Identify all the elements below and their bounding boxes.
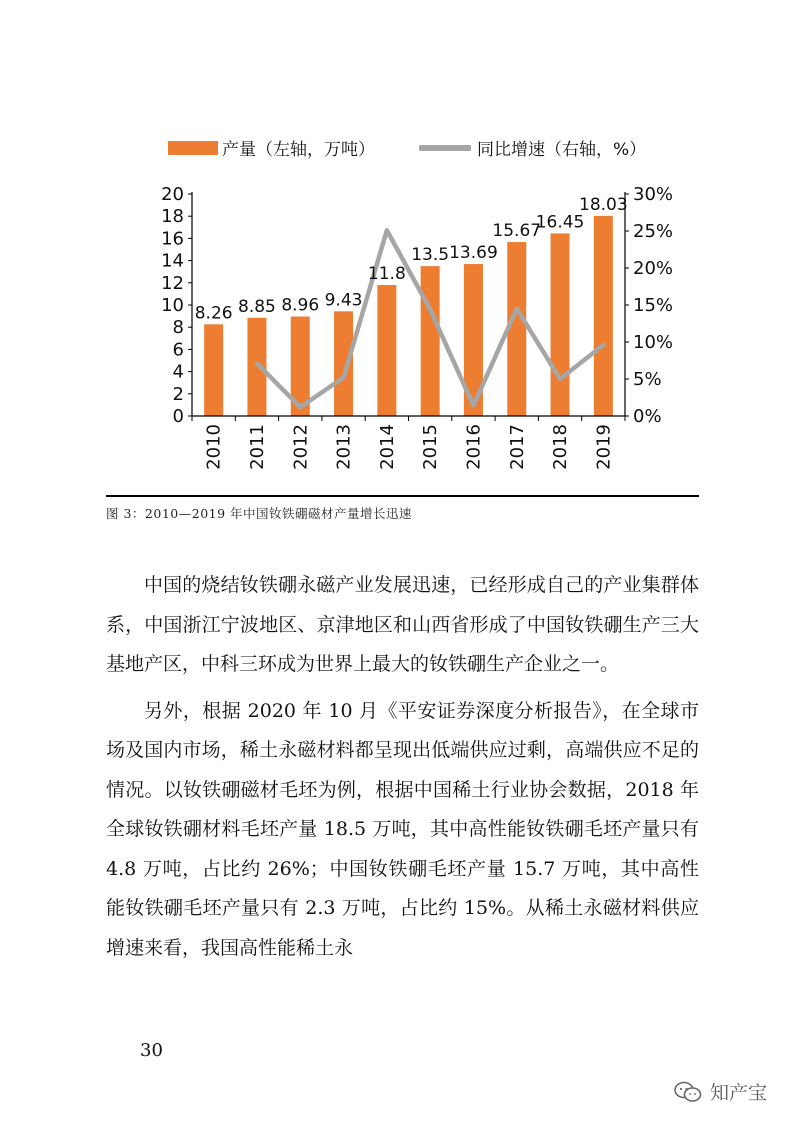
right-tick-label: 30% <box>633 184 674 205</box>
left-tick-label: 4 <box>172 361 184 383</box>
figure-caption: 图 3：2010—2019 年中国钕铁硼磁材产量增长迅速 <box>106 506 413 521</box>
left-tick-label: 14 <box>161 250 184 272</box>
x-tick-label-2017: 2017 <box>506 424 528 470</box>
chart-legend <box>168 135 690 160</box>
left-tick-label: 12 <box>161 272 184 294</box>
production-chart <box>0 0 793 500</box>
paragraph: 中国的烧结钕铁硼永磁产业发展迅速，已经形成自己的产业集群体系，中国浙江宁波地区、京津地区和山西省形成了中国钕铁硼生产三大基地产区，中科三环成为世界上最大的钕铁硼生产企业之一。 <box>106 574 699 675</box>
data-label-2012: 8.96 <box>281 295 320 316</box>
data-label-2016: 13.69 <box>449 243 498 264</box>
bar-2014 <box>377 285 396 416</box>
left-tick-label: 0 <box>172 406 184 427</box>
page-number: 30 <box>140 1040 163 1061</box>
body-text <box>106 566 699 975</box>
data-label-2018: 16.45 <box>535 212 585 233</box>
bar-2019 <box>594 216 613 416</box>
left-tick-label: 6 <box>172 339 184 361</box>
legend-item-growth <box>419 135 646 160</box>
caption-divider <box>106 495 699 497</box>
data-label-2010: 8.26 <box>194 303 233 324</box>
x-tick-label-2015: 2015 <box>420 424 442 470</box>
x-tick-label-2013: 2013 <box>333 424 355 470</box>
bar-2011 <box>247 318 266 416</box>
data-label-2015: 13.5 <box>411 245 450 266</box>
right-tick-label: 20% <box>633 258 674 279</box>
legend-bar-swatch <box>168 141 218 155</box>
left-tick-label: 2 <box>172 383 184 405</box>
x-tick-label-2019: 2019 <box>593 424 615 470</box>
right-tick-label: 10% <box>633 332 674 353</box>
left-tick-label: 8 <box>172 317 184 339</box>
right-tick-label: 0% <box>633 406 662 427</box>
x-tick-label-2016: 2016 <box>463 424 485 470</box>
left-tick-label: 16 <box>161 228 184 250</box>
x-tick-label-2014: 2014 <box>376 424 398 470</box>
legend-item-production <box>168 135 375 160</box>
bar-2010 <box>204 324 223 416</box>
wechat-icon <box>674 1081 702 1103</box>
bar-2018 <box>551 233 570 416</box>
x-tick-label-2011: 2011 <box>246 424 268 470</box>
bar-2015 <box>421 266 440 416</box>
data-label-2019: 18.03 <box>579 194 628 215</box>
x-tick-label-2012: 2012 <box>290 424 312 470</box>
data-label-2014: 11.8 <box>367 264 406 285</box>
x-tick-label-2018: 2018 <box>550 424 572 470</box>
x-tick-label-2010: 2010 <box>203 424 225 470</box>
right-tick-label: 25% <box>633 221 674 242</box>
left-tick-label: 20 <box>161 184 184 205</box>
legend-bar-label: 产量（左轴，万吨） <box>222 140 375 160</box>
legend-line-label: 同比增速（右轴，%） <box>477 140 647 160</box>
left-tick-label: 10 <box>161 295 184 316</box>
right-tick-label: 5% <box>633 369 662 390</box>
right-tick-label: 15% <box>633 295 674 316</box>
legend-line-swatch <box>419 145 471 151</box>
watermark <box>674 1078 767 1105</box>
paragraph: 另外，根据 2020 年 10 月《平安证券深度分析报告》，在全球市场及国内市场，稀土永磁材料都呈现出低端供应过剩，高端供应不足的情况。以钕铁硼磁材毛坯为例，根据中国稀土行业协会数据，2018 年全球钕铁硼材料毛坯产量 18.5 万吨，其中高性能钕铁硼毛坯产量只有 4.8 万吨，占比约 26%；中国钕铁硼毛坯产量 15.7 万吨，其中高性 能钕铁硼毛坯产量只有 2.3 万吨，占比约 15%。从稀土永磁材料供应增速来看，我国高性能稀土永 <box>106 699 699 959</box>
watermark-text: 知产宝 <box>709 1082 767 1104</box>
data-label-2013: 9.43 <box>324 290 363 311</box>
data-label-2017: 15.67 <box>492 221 542 242</box>
bar-2013 <box>334 311 353 416</box>
left-tick-label: 18 <box>161 206 184 228</box>
data-label-2011: 8.85 <box>238 296 276 317</box>
